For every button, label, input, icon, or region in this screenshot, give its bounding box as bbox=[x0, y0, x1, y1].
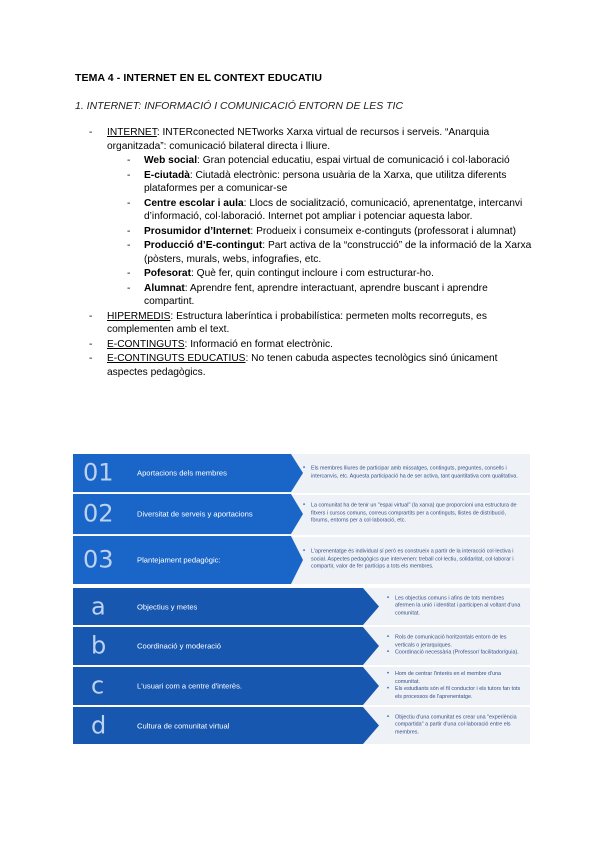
definition: : Informació en format electrònic. bbox=[184, 338, 333, 350]
term: INTERNET bbox=[107, 127, 157, 138]
row-label-box bbox=[73, 494, 291, 534]
description-text bbox=[387, 714, 523, 737]
term: Alumnat bbox=[144, 282, 185, 294]
term: Web social bbox=[144, 155, 198, 166]
row-label: L'usuari com a centre d'interès. bbox=[137, 681, 243, 691]
description-line: L'aprenentatge és individual sí però es construeix a partir de la interacció col·lectiva i social. Aspectes pedagògics que intervenen: treball col·lectiu, solidaritat, col·laborar i compartir, valor de fer partícips a tots els membres. bbox=[311, 548, 514, 570]
definition: : Aprendre fent, aprendre interactuant, aprendre buscant i aprendre compartint. bbox=[144, 282, 488, 307]
chevron-arrow-icon bbox=[363, 667, 379, 705]
row-mark: b bbox=[91, 631, 107, 660]
definition: : No tenen cabuda aspectes tecnològics sinó únicament aspectes pedagògics. bbox=[107, 353, 498, 378]
row-mark: 02 bbox=[83, 499, 114, 528]
chevron-arrow-icon bbox=[363, 707, 379, 744]
diagram-group-lettered bbox=[73, 588, 530, 744]
bullet-dot-icon: • bbox=[387, 714, 390, 721]
row-label: Objectius y metes bbox=[137, 602, 198, 611]
description-text bbox=[387, 670, 523, 686]
definition: : Produeix i consumeix e-continguts (professorat i alumnat) bbox=[250, 225, 516, 237]
dash-bullet: - bbox=[89, 310, 93, 322]
list-item-internet bbox=[75, 126, 535, 153]
definition: : Llocs de socialització, comunicació, aprenentatge, intercanvi d’informació, col·laboració. Internet pot ampliar i potenciar aquesta labor. bbox=[144, 197, 523, 222]
dash-bullet: - bbox=[89, 338, 93, 350]
section-heading: 1. INTERNET: INFORMACIÓ I COMUNICACIÓ ENTORN DE LES TIC bbox=[75, 100, 404, 112]
diagram-row-a bbox=[73, 588, 530, 625]
dash-bullet: - bbox=[89, 127, 93, 138]
bullet-dot-icon: • bbox=[387, 649, 390, 656]
list-item-e-continguts-educatius bbox=[75, 352, 535, 379]
row-label-box bbox=[73, 454, 291, 492]
description-text bbox=[387, 634, 523, 650]
sublist-item bbox=[75, 169, 535, 196]
description-text bbox=[303, 502, 523, 526]
dash-bullet: - bbox=[127, 169, 131, 181]
row-description bbox=[303, 502, 523, 526]
term: Pofesorat bbox=[144, 268, 191, 279]
term: Prosumidor d’Internet bbox=[144, 225, 251, 237]
list-item-e-continguts bbox=[75, 338, 535, 352]
sublist-item bbox=[75, 282, 535, 309]
bullet-dot-icon: • bbox=[303, 465, 306, 472]
chevron-arrow-icon bbox=[291, 536, 306, 584]
row-label: Diversitat de serveis y aportacions bbox=[137, 509, 253, 519]
sublist-item bbox=[75, 197, 535, 224]
document-title: TEMA 4 - INTERNET EN EL CONTEXT EDUCATIU bbox=[75, 72, 323, 84]
bullet-dot-icon: • bbox=[303, 502, 306, 509]
chevron-arrow-icon bbox=[363, 588, 379, 625]
row-label-box bbox=[73, 707, 363, 744]
description-line: Objectiu d'una comunitat es crear una "experiència compartida" a partir d'una col·laboració entre els membres. bbox=[395, 714, 517, 736]
bullet-dot-icon: • bbox=[387, 595, 390, 602]
chevron-arrow-icon bbox=[363, 627, 379, 665]
bullet-dot-icon: • bbox=[303, 548, 306, 555]
row-description bbox=[387, 595, 523, 618]
diagram-row-02 bbox=[73, 494, 530, 534]
definition: : Què fer, quin contingut incloure i com estructurar-ho. bbox=[191, 268, 434, 279]
list-item-hipermedis bbox=[75, 310, 535, 337]
diagram-row-01 bbox=[73, 454, 530, 492]
community-diagram bbox=[73, 454, 530, 744]
diagram-row-d bbox=[73, 707, 530, 744]
row-description bbox=[387, 670, 523, 701]
row-description bbox=[303, 465, 523, 480]
definition: : Part activa de la “construcció” de la informació de la Xarxa (pòsters, murals, webs, infografies, etc. bbox=[144, 240, 532, 265]
definition: : Ciutadà electrònic: persona usuària de la Xarxa, que utilitza diferents plataformes per a comunicar-se bbox=[144, 169, 507, 194]
term: Centre escolar i aula bbox=[144, 197, 244, 209]
term: E-ciutadà bbox=[144, 169, 190, 181]
row-label: Aportacions dels membres bbox=[137, 468, 227, 478]
dash-bullet: - bbox=[127, 197, 131, 209]
description-text bbox=[303, 465, 523, 480]
dash-bullet: - bbox=[89, 353, 93, 364]
description-text bbox=[387, 595, 523, 618]
sublist-item bbox=[75, 225, 535, 239]
description-line: Hom de centrar l'interès en el membre d'una comunitat. bbox=[395, 670, 502, 685]
row-label: Plantejament pedagògic: bbox=[137, 555, 221, 565]
dash-bullet: - bbox=[127, 268, 131, 279]
description-line: Les objectius comuns i afins de tots membres afermen la unió i identitat i participen al voltant d'una comunitat. bbox=[395, 595, 521, 617]
content-list bbox=[75, 126, 535, 380]
diagram-row-b bbox=[73, 627, 530, 665]
dash-bullet: - bbox=[127, 240, 131, 251]
bullet-dot-icon: • bbox=[387, 634, 390, 641]
diagram-row-03 bbox=[73, 536, 530, 584]
description-line: Rols de comunicació horitzontals entorn de les verticals o jerarquiques. bbox=[395, 634, 507, 649]
term: E-CONTINGUTS EDUCATIUS bbox=[107, 353, 246, 364]
definition: : Gran potencial educatiu, espai virtual de comunicació i col·laboració bbox=[197, 155, 510, 166]
row-label-box bbox=[73, 667, 363, 705]
row-label-box bbox=[73, 536, 291, 584]
row-label: Cultura de comunitat virtual bbox=[137, 721, 230, 730]
row-label: Coordinació y moderació bbox=[137, 641, 221, 651]
diagram-group-numbered bbox=[73, 454, 530, 584]
term: Producció d’E-contingut bbox=[144, 240, 263, 251]
row-mark: 03 bbox=[83, 545, 114, 574]
row-mark: d bbox=[91, 710, 107, 739]
description-line: La comunitat ha de tenir un "espai virtual" (la xarxa) que proporcioni una estructura de fitxers i cursos comuns, correus comprartits per a continguts, llistes de distribució, fòrums, entorns per a col·laboració, etc. bbox=[311, 502, 517, 524]
dash-bullet: - bbox=[127, 155, 131, 166]
term: HIPERMEDIS bbox=[107, 310, 171, 322]
definition: : INTERconected NETworks Xarxa virtual de recursos i serveis. “Anarquia organitzada”: comunicació bilateral directa i lliure. bbox=[107, 127, 490, 152]
description-line: Els membres lliures de participar amb missatges, continguts, preguntes, consells i intercanvis, etc. Aquesta participació ha de ser activa, tant quantitativa com qualitativa. bbox=[311, 465, 518, 479]
chevron-arrow-icon bbox=[291, 454, 306, 492]
sublist-item bbox=[75, 154, 535, 168]
diagram-row-c bbox=[73, 667, 530, 705]
sublist-item bbox=[75, 267, 535, 281]
row-mark: a bbox=[91, 591, 106, 620]
row-description bbox=[387, 714, 523, 737]
sublist-internet bbox=[75, 154, 535, 309]
dash-bullet: - bbox=[127, 225, 131, 237]
row-description bbox=[303, 548, 523, 572]
description-line: Els estudiants són el fil conductor i els tutors fan tots els processos de l'aprenentatge. bbox=[395, 686, 521, 700]
description-text bbox=[303, 548, 523, 572]
dash-bullet: - bbox=[127, 282, 131, 294]
term: E-CONTINGUTS bbox=[107, 338, 185, 350]
definition: : Estructura laberíntica i probabilística: permeten molts recorreguts, es complementen amb el text. bbox=[107, 310, 487, 335]
description-text bbox=[387, 649, 523, 658]
row-description bbox=[387, 634, 523, 658]
row-mark: 01 bbox=[83, 458, 114, 487]
chevron-arrow-icon bbox=[291, 494, 306, 534]
row-mark: c bbox=[91, 671, 105, 700]
description-text bbox=[387, 686, 523, 701]
bullet-dot-icon: • bbox=[387, 670, 390, 677]
bullet-dot-icon: • bbox=[387, 686, 390, 692]
row-label-box bbox=[73, 588, 363, 625]
row-label-box bbox=[73, 627, 363, 665]
sublist-item bbox=[75, 239, 535, 266]
description-line: Coordinació necessària (Professor/ facilitador/guia). bbox=[395, 649, 519, 656]
